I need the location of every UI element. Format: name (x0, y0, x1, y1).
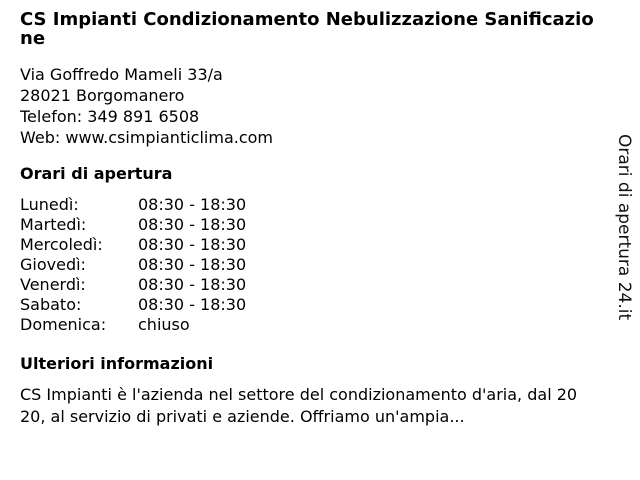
day-label: Lunedì: (20, 195, 79, 214)
time-value: 08:30 - 18:30 (138, 215, 247, 234)
time-value: chiuso (138, 315, 190, 334)
street-address: Via Goffredo Mameli 33/a (20, 65, 223, 84)
time-value: 08:30 - 18:30 (138, 235, 247, 254)
day-label: Giovedì: (20, 255, 86, 274)
city-address: 28021 Borgomanero (20, 86, 185, 105)
site-watermark-label: Orari di apertura 24.it (614, 134, 634, 321)
day-label: Venerdì: (20, 275, 86, 294)
info-heading: Ulteriori informazioni (20, 354, 214, 373)
address-block (20, 64, 273, 148)
phone-number[interactable]: Telefon: 349 891 6508 (20, 107, 200, 126)
business-description: CS Impianti è l'azienda nel settore del condizionamento d'aria, dal 2020, al servizio di privati e aziende. Offriamo un'ampia... (20, 385, 578, 426)
time-value: 08:30 - 18:30 (138, 275, 247, 294)
business-title: CS Impianti Condizionamento Nebulizzazione Sanificazione (20, 9, 594, 49)
day-label: Domenica: (20, 315, 107, 334)
day-label: Sabato: (20, 295, 82, 314)
hours-heading: Orari di apertura (20, 164, 173, 183)
time-value: 08:30 - 18:30 (138, 295, 247, 314)
time-value: 08:30 - 18:30 (138, 195, 247, 214)
website-link[interactable]: Web: www.csimpianticlima.com (20, 128, 273, 147)
time-value: 08:30 - 18:30 (138, 255, 247, 274)
day-label: Mercoledì: (20, 235, 103, 254)
day-label: Martedì: (20, 215, 87, 234)
